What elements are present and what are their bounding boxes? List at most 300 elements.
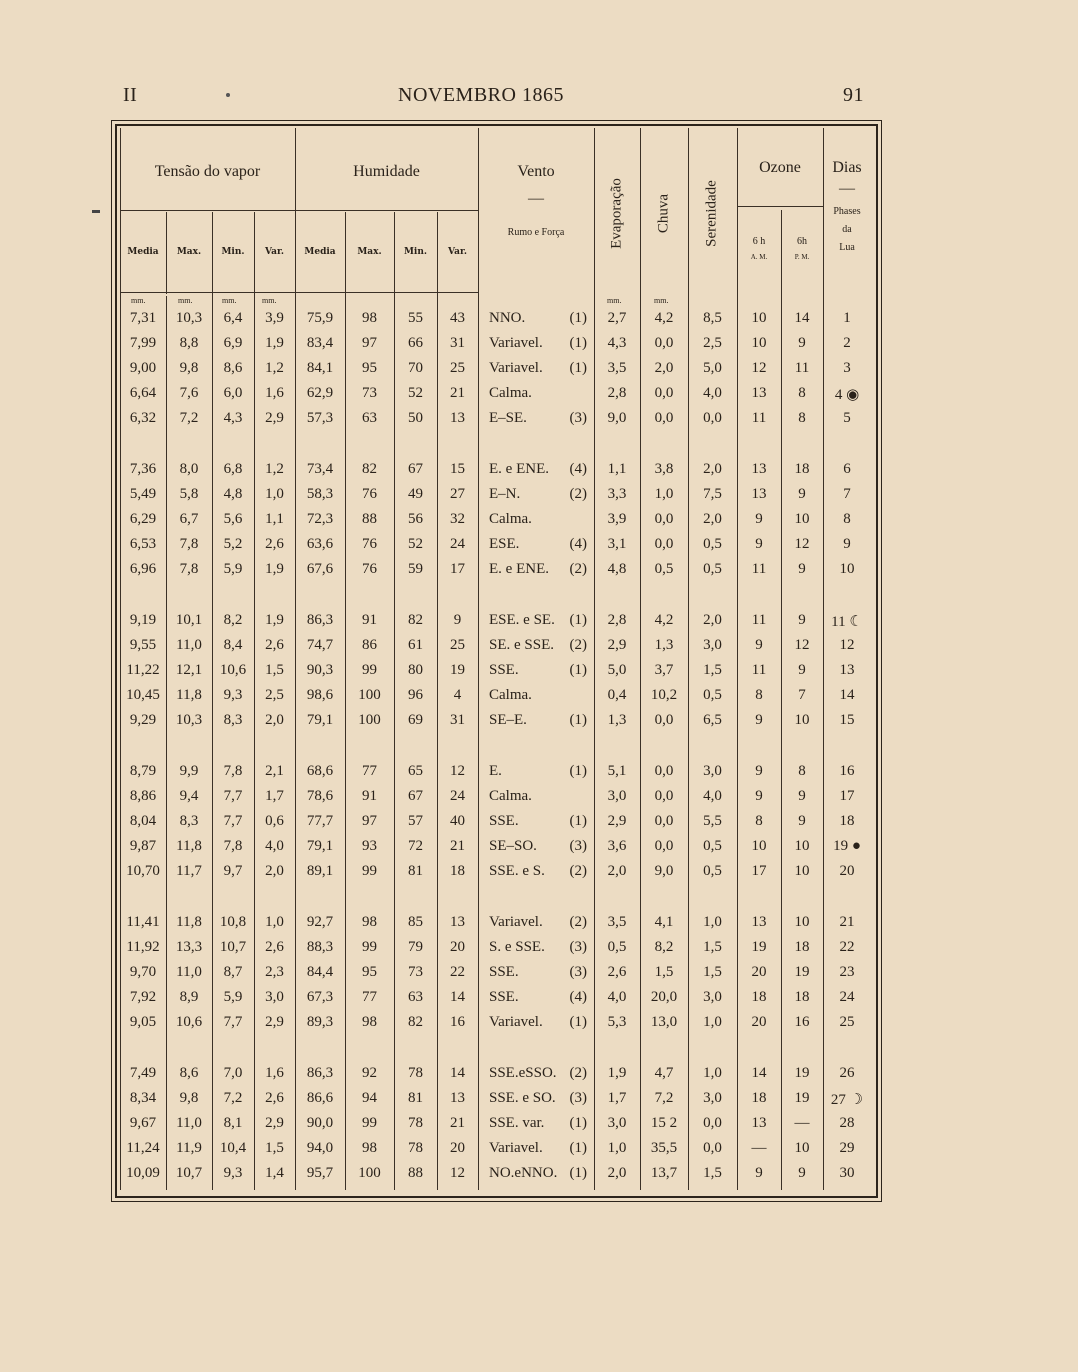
cell-vento-rumo-text: SSE. [489,964,519,980]
cell-t-max: 11,8 [176,914,202,930]
cell-vento-rumo [489,310,587,327]
cell-t-media: 7,31 [129,310,157,326]
cell-vento-forca: (1) [569,1014,587,1030]
cell-evaporacao: 1,9 [607,1065,627,1081]
cell-t-var: 1,0 [265,486,284,502]
cell-h-media: 90,3 [306,662,334,678]
cell-ozone-am: 9 [755,1165,763,1181]
header-ozone-am-sub: A. M. [750,253,768,261]
cell-vento-rumo [489,914,587,931]
cell-h-var: 20 [450,1140,465,1156]
cell-t-media: 10,09 [126,1165,160,1181]
cell-h-var: 22 [450,964,465,980]
cell-vento-forca: (1) [569,763,587,779]
cell-h-min: 81 [408,863,423,879]
cell-vento-rumo [489,1140,587,1157]
cell-t-media: 9,55 [129,637,157,653]
cell-dia: 16 [839,763,855,779]
cell-h-max: 94 [362,1090,377,1106]
cell-h-max: 86 [362,637,377,653]
header-ozone-pm-sub: P. M. [794,253,810,261]
cell-vento-rumo [489,637,587,654]
cell-vento-rumo-text: SSE. [489,813,519,829]
cell-ozone-pm: 10 [794,914,810,930]
page-number: 91 [843,84,864,106]
cell-vento-rumo [489,335,587,352]
cell-vento-rumo-text: SSE. [489,662,519,678]
cell-vento-rumo-text: Variavel. [489,1140,543,1156]
rule [737,206,823,207]
cell-ozone-pm: 16 [794,1014,810,1030]
cell-h-media: 94,0 [306,1140,334,1156]
cell-ozone-pm: 9 [798,486,806,502]
cell-h-var: 21 [450,1115,465,1131]
cell-t-var: 2,0 [265,863,284,879]
cell-serenidade: 1,5 [703,662,722,678]
cell-ozone-am: 11 [751,662,767,678]
cell-h-media: 68,6 [306,763,334,779]
cell-chuva: 1,3 [654,637,674,653]
cell-vento-forca: (4) [569,536,587,552]
cell-h-var: 15 [450,461,465,477]
cell-serenidade: 2,0 [703,612,722,628]
cell-t-min: 6,9 [223,335,243,351]
cell-ozone-pm: 19 [794,1065,810,1081]
cell-t-var: 0,6 [265,813,284,829]
page-title: NOVEMBRO 1865 [398,84,564,106]
cell-ozone-pm: 9 [798,335,806,351]
cell-t-min: 4,3 [223,410,243,426]
cell-ozone-am: 18 [751,989,767,1005]
cell-evaporacao: 2,6 [607,964,627,980]
unit-label: mm. [131,296,146,305]
cell-h-media: 74,7 [306,637,334,653]
cell-t-var: 1,5 [265,662,284,678]
cell-serenidade: 3,0 [703,989,722,1005]
cell-evaporacao: 4,8 [607,561,627,577]
cell-ozone-pm: 14 [794,310,810,326]
cell-h-min: 70 [408,360,423,376]
cell-chuva: 20,0 [650,989,678,1005]
cell-h-var: 21 [450,385,465,401]
cell-t-min: 6,8 [223,461,243,477]
cell-ozone-pm: 9 [798,561,806,577]
cell-serenidade: 4,0 [703,385,722,401]
cell-h-min: 50 [408,410,423,426]
cell-h-min: 52 [408,536,423,552]
cell-chuva: 13,7 [650,1165,678,1181]
cell-h-max: 100 [358,712,381,728]
cell-h-min: 80 [408,662,423,678]
cell-serenidade: 3,0 [703,637,722,653]
cell-t-media: 11,92 [126,939,160,955]
cell-t-media: 7,49 [129,1065,157,1081]
cell-vento-forca: (3) [569,1090,587,1106]
cell-t-media: 8,79 [129,763,157,779]
cell-t-media: 6,32 [129,410,157,426]
header-h-media: Media [304,247,336,257]
cell-vento-rumo-text: Variavel. [489,914,543,930]
cell-dia: 5 [843,410,851,426]
cell-t-max: 11,9 [176,1140,202,1156]
header-rumo: Rumo e Força [507,227,565,238]
cell-dia: 11 ☾ [831,614,863,630]
cell-ozone-pm: 9 [798,788,806,804]
cell-chuva: 0,0 [654,763,674,779]
cell-h-media: 58,3 [306,486,334,502]
header-vento: Vento [517,163,555,180]
cell-serenidade: 0,5 [703,536,722,552]
cell-dia: 9 [843,536,851,552]
cell-h-min: 82 [408,1014,423,1030]
cell-vento-forca: (1) [569,1140,587,1156]
cell-t-max: 11,8 [176,838,202,854]
cell-ozone-am: 13 [751,914,767,930]
cell-t-max: 8,6 [179,1065,199,1081]
cell-h-min: 56 [408,511,423,527]
cell-t-max: 10,3 [175,310,203,326]
cell-chuva: 7,2 [654,1090,674,1106]
cell-t-media: 9,70 [129,964,157,980]
cell-h-var: 17 [450,561,465,577]
cell-t-min: 10,8 [219,914,247,930]
cell-h-var: 43 [450,310,465,326]
cell-ozone-am: 9 [755,511,763,527]
cell-chuva: 13,0 [650,1014,678,1030]
cell-t-var: 2,5 [265,687,284,703]
cell-t-var: 2,6 [265,637,284,653]
cell-t-var: 2,1 [265,763,284,779]
cell-vento-forca: (3) [569,939,587,955]
cell-h-var: 25 [450,360,465,376]
cell-vento-rumo-text: NNO. [489,310,526,326]
cell-chuva: 0,0 [654,385,674,401]
header-h-max: Max. [357,247,382,257]
cell-h-min: 73 [408,964,423,980]
cell-h-var: 24 [450,536,465,552]
cell-vento-rumo-text: SSE. [489,989,519,1005]
cell-ozone-pm: 10 [794,712,810,728]
cell-t-max: 9,4 [179,788,199,804]
cell-evaporacao: 2,0 [607,863,627,879]
cell-chuva: 4,1 [654,914,674,930]
cell-h-var: 21 [450,838,465,854]
cell-chuva: 0,0 [654,712,674,728]
cell-h-media: 62,9 [306,385,334,401]
cell-chuva: 0,5 [654,561,674,577]
cell-serenidade: 5,5 [703,813,722,829]
cell-h-min: 57 [408,813,423,829]
cell-vento-rumo-text: SSE. var. [489,1115,545,1131]
cell-h-var: 13 [450,914,465,930]
cell-dia: 17 [839,788,855,804]
cell-dia: 19 ● [833,838,861,854]
cell-h-min: 78 [408,1140,423,1156]
cell-serenidade: 1,0 [703,1065,722,1081]
cell-t-min: 7,7 [223,813,243,829]
cell-serenidade: 3,0 [703,763,722,779]
cell-t-media: 8,34 [129,1090,157,1106]
cell-vento-forca: (1) [569,335,587,351]
cell-ozone-pm: 19 [794,1090,810,1106]
cell-h-max: 98 [362,1140,377,1156]
cell-t-var: 2,6 [265,939,284,955]
cell-serenidade: 1,5 [703,1165,722,1181]
cell-h-var: 9 [453,612,462,628]
cell-serenidade: 0,5 [703,863,722,879]
cell-ozone-am: 9 [755,788,763,804]
cell-t-min: 9,3 [223,687,243,703]
cell-t-min: 8,4 [223,637,243,653]
cell-h-min: 88 [408,1165,423,1181]
cell-chuva: 0,0 [654,511,674,527]
cell-t-min: 8,1 [223,1115,243,1131]
cell-t-min: 8,6 [223,360,243,376]
rule [120,210,295,211]
cell-t-min: 7,8 [223,838,243,854]
cell-h-min: 55 [408,310,423,326]
rule [478,128,479,1190]
cell-serenidade: 1,5 [703,939,722,955]
cell-ozone-am: 20 [751,1014,767,1030]
cell-ozone-am: 9 [755,536,763,552]
cell-vento-rumo [489,536,587,553]
cell-t-max: 6,7 [179,511,199,527]
cell-h-var: 16 [450,1014,465,1030]
cell-t-var: 1,6 [265,1065,284,1081]
cell-evaporacao: 3,5 [607,360,627,376]
cell-h-min: 49 [408,486,423,502]
cell-t-var: 1,1 [265,511,284,527]
cell-vento-forca: (2) [569,914,587,930]
header-ozone: Ozone [759,159,801,176]
cell-t-media: 6,64 [129,385,157,401]
cell-t-min: 7,2 [223,1090,243,1106]
cell-t-max: 10,6 [175,1014,203,1030]
cell-h-min: 78 [408,1065,423,1081]
cell-h-media: 72,3 [306,511,334,527]
cell-t-min: 8,3 [223,712,243,728]
cell-h-max: 73 [362,385,377,401]
cell-t-var: 4,0 [265,838,284,854]
cell-ozone-pm: 8 [798,410,806,426]
cell-ozone-am: 13 [751,486,767,502]
cell-vento-rumo-text: S. e SSE. [489,939,545,955]
cell-t-min: 5,9 [223,561,243,577]
header-ozone-pm: 6h [797,236,807,247]
cell-t-max: 11,7 [176,863,202,879]
cell-t-var: 2,6 [265,536,284,552]
cell-h-var: 31 [450,335,465,351]
cell-h-media: 98,6 [306,687,334,703]
header-dias: Dias [832,159,862,176]
cell-t-var: 3,0 [265,989,284,1005]
cell-dia: 6 [843,461,851,477]
cell-dia: 21 [839,914,855,930]
cell-h-max: 97 [362,813,377,829]
cell-vento-rumo-text: E–N. [489,486,521,502]
cell-ozone-am: 8 [755,813,763,829]
cell-ozone-am: 11 [751,410,767,426]
header-serenidade: Serenidade [703,180,720,247]
cell-ozone-pm: 10 [794,863,810,879]
cell-ozone-pm: 19 [794,964,810,980]
cell-vento-rumo [489,788,587,805]
cell-chuva: 3,7 [654,662,674,678]
cell-h-var: 20 [450,939,465,955]
cell-evaporacao: 9,0 [607,410,627,426]
cell-serenidade: 8,5 [703,310,722,326]
cell-serenidade: 0,0 [703,410,722,426]
cell-evaporacao: 4,3 [607,335,627,351]
cell-t-max: 10,3 [175,712,203,728]
cell-h-var: 24 [450,788,465,804]
cell-t-max: 11,0 [176,637,202,653]
cell-t-max: 8,0 [179,461,199,477]
cell-t-max: 11,8 [176,687,202,703]
header-chuva: Chuva [655,193,672,234]
header-evaporacao: Evaporação [608,178,625,249]
cell-h-min: 63 [408,989,423,1005]
cell-vento-forca: (4) [569,461,587,477]
cell-h-min: 81 [408,1090,423,1106]
cell-serenidade: 0,5 [703,838,722,854]
cell-h-var: 13 [450,1090,465,1106]
cell-t-max: 8,3 [179,813,199,829]
cell-serenidade: 2,0 [703,461,722,477]
cell-h-media: 78,6 [306,788,334,804]
cell-h-var: 14 [450,989,465,1005]
cell-h-max: 63 [362,410,377,426]
cell-vento-rumo [489,863,587,880]
cell-t-max: 13,3 [175,939,203,955]
header-phases-lua: Lua [839,242,855,253]
cell-t-var: 2,9 [265,1014,284,1030]
unit-label: mm. [222,296,237,305]
cell-vento-rumo-text: SE. e SSE. [489,637,555,653]
cell-h-max: 100 [358,687,381,703]
header-t-max: Max. [176,247,202,257]
header-t-var: Var. [264,247,285,257]
cell-h-max: 76 [362,486,377,502]
cell-h-media: 86,3 [306,1065,334,1081]
cell-chuva: 0,0 [654,410,674,426]
cell-h-max: 91 [362,788,377,804]
section-label: II [123,84,138,106]
cell-t-var: 1,5 [265,1140,284,1156]
cell-vento-rumo [489,1014,587,1031]
cell-h-max: 99 [362,863,377,879]
cell-h-min: 67 [408,461,423,477]
cell-dia: 25 [839,1014,855,1030]
cell-vento-forca: (2) [569,863,587,879]
cell-t-min: 10,7 [219,939,247,955]
cell-t-min: 8,2 [223,612,243,628]
cell-dia: 14 [839,687,855,703]
cell-dia: 10 [839,561,855,577]
cell-t-max: 9,9 [179,763,199,779]
cell-serenidade: 1,0 [703,914,722,930]
cell-h-media: 89,1 [306,863,334,879]
cell-h-max: 95 [362,964,377,980]
cell-vento-forca: (2) [569,486,587,502]
cell-chuva: 0,0 [654,838,674,854]
unit-label: mm. [178,296,193,305]
cell-vento-rumo-text: E–SE. [489,410,527,426]
cell-h-max: 98 [362,310,377,326]
cell-vento-rumo-text: SSE. e SO. [489,1090,556,1106]
cell-evaporacao: 2,8 [607,612,627,628]
cell-t-var: 2,0 [265,712,284,728]
cell-chuva: 10,2 [650,687,678,703]
cell-vento-rumo [489,561,587,578]
cell-t-max: 10,1 [175,612,203,628]
cell-vento-forca: (1) [569,360,587,376]
cell-t-min: 7,8 [223,763,243,779]
rule [120,292,478,293]
cell-t-media: 9,19 [129,612,157,628]
cell-h-media: 90,0 [306,1115,334,1131]
cell-t-max: 5,8 [179,486,199,502]
cell-h-media: 77,7 [306,813,334,829]
cell-h-max: 88 [362,511,377,527]
cell-h-var: 13 [450,410,465,426]
header-vento-dash: — [528,190,544,207]
cell-t-media: 7,92 [129,989,157,1005]
cell-t-max: 11,0 [176,964,202,980]
cell-h-min: 59 [408,561,423,577]
cell-h-media: 92,7 [306,914,334,930]
cell-ozone-am: 11 [751,561,767,577]
cell-h-media: 75,9 [306,310,334,326]
cell-evaporacao: 2,9 [607,637,627,653]
cell-vento-forca: (2) [569,1065,587,1081]
cell-t-max: 10,7 [175,1165,203,1181]
cell-chuva: 0,0 [654,813,674,829]
cell-vento-forca: (3) [569,410,587,426]
cell-ozone-am: 10 [751,335,767,351]
cell-chuva: 0,0 [654,536,674,552]
cell-chuva: 2,0 [654,360,674,376]
cell-vento-rumo [489,939,587,956]
header-t-media: Media [127,247,159,257]
header-t-min: Min. [221,247,245,257]
cell-vento-rumo [489,1090,587,1107]
cell-t-min: 10,4 [219,1140,247,1156]
cell-chuva: 1,0 [654,486,674,502]
cell-chuva: 1,5 [654,964,674,980]
cell-t-min: 9,3 [223,1165,243,1181]
cell-dia: 1 [843,310,851,326]
cell-ozone-am: 19 [751,939,767,955]
cell-t-min: 8,7 [223,964,243,980]
cell-h-media: 79,1 [306,712,334,728]
cell-dia: 28 [839,1115,855,1131]
cell-vento-rumo-text: Calma. [489,385,532,401]
cell-vento-rumo-text: Variavel. [489,360,543,376]
cell-vento-rumo-text: ESE. [489,536,520,552]
cell-h-max: 77 [362,989,377,1005]
cell-t-max: 7,6 [179,385,199,401]
cell-evaporacao: 5,1 [607,763,627,779]
cell-h-max: 99 [362,1115,377,1131]
cell-dia: 12 [839,637,855,653]
cell-t-min: 10,6 [219,662,247,678]
cell-t-min: 9,7 [223,863,243,879]
cell-chuva: 9,0 [654,863,674,879]
cell-ozone-am: 9 [755,763,763,779]
cell-h-max: 82 [362,461,377,477]
